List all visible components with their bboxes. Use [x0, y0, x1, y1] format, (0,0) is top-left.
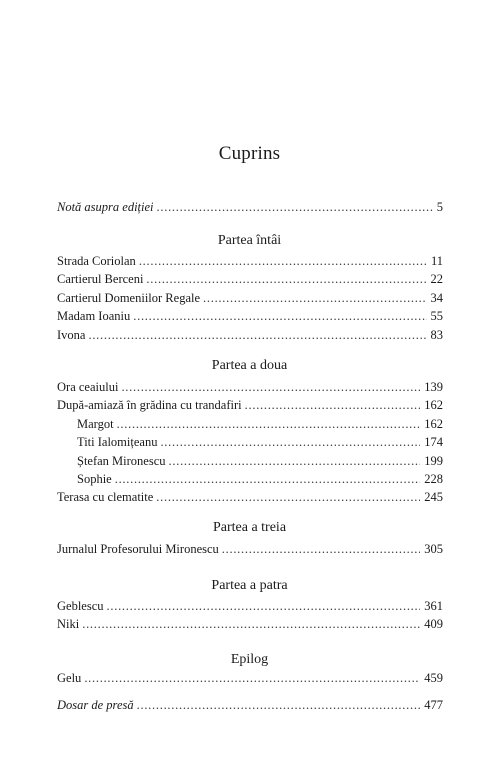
- toc-entry-page-number: 228: [424, 472, 443, 486]
- toc-entry-title: Cartierul Berceni: [57, 272, 144, 286]
- toc-entry-title: Ora ceaiului: [57, 380, 119, 394]
- toc-entry-title: Ștefan Mironescu: [77, 454, 166, 468]
- toc-entry: [57, 198, 443, 216]
- toc-entry: [57, 252, 443, 270]
- toc-entry: [57, 669, 443, 687]
- toc-entry-title: Jurnalul Profesorului Mironescu: [57, 542, 219, 556]
- toc-entry-page-number: 34: [430, 291, 443, 305]
- toc-entry-page-number: 139: [424, 380, 443, 394]
- toc-entry: [57, 597, 443, 615]
- dot-leader: [203, 289, 426, 307]
- toc-entry-page-number: 11: [430, 254, 443, 268]
- toc-entry-title: Notă asupra ediției: [57, 200, 154, 214]
- toc-entry: [77, 470, 443, 488]
- dot-leader: [146, 270, 426, 288]
- toc-entry: [57, 289, 443, 307]
- toc-entry-title: Ivona: [57, 328, 86, 342]
- toc-entry-title: Strada Coriolan: [57, 254, 136, 268]
- toc-entry-title: Niki: [57, 617, 80, 631]
- toc-entry: [57, 270, 443, 288]
- dot-leader: [88, 326, 426, 344]
- toc-entry-page-number: 245: [424, 490, 443, 504]
- toc-entry-title: Titi Ialomițeanu: [77, 435, 158, 449]
- toc-entry-page-number: 83: [430, 328, 443, 342]
- toc-entry-title: După-amiază în grădina cu trandafiri: [57, 398, 242, 412]
- dot-leader: [133, 307, 426, 325]
- toc-entry-page-number: 477: [424, 698, 443, 712]
- part-heading: Partea întâi: [217, 233, 282, 248]
- toc-entry: [57, 615, 443, 633]
- toc-entry: [57, 378, 443, 396]
- dot-leader: [117, 415, 421, 433]
- toc-entry-title: Geblescu: [57, 599, 104, 613]
- toc-entry-title: Sophie: [77, 472, 112, 486]
- toc-entry: [57, 396, 443, 414]
- toc-entry-title: Madam Ioaniu: [57, 309, 131, 323]
- dot-leader: [137, 696, 421, 714]
- toc-entry-page-number: 162: [424, 417, 443, 431]
- part-heading: Partea a doua: [211, 358, 288, 373]
- toc-entry: [57, 488, 443, 506]
- toc-entry-page-number: 305: [424, 542, 443, 556]
- toc-entry-title: Dosar de presă: [57, 698, 134, 712]
- toc-entry-page-number: 5: [436, 200, 443, 214]
- dot-leader: [139, 252, 427, 270]
- toc-entry: [57, 696, 443, 714]
- toc-entry: [57, 307, 443, 325]
- dot-leader: [157, 198, 433, 216]
- toc-entry-title: Gelu: [57, 671, 82, 685]
- toc-entry: [57, 540, 443, 558]
- page-title: Cuprins: [218, 143, 281, 164]
- dot-leader: [82, 615, 420, 633]
- dot-leader: [169, 452, 421, 470]
- toc-entry-page-number: 199: [424, 454, 443, 468]
- dot-leader: [245, 396, 421, 414]
- toc-entry-title: Cartierul Domeniilor Regale: [57, 291, 201, 305]
- toc-entry: [57, 326, 443, 344]
- toc-entry-page-number: 162: [424, 398, 443, 412]
- toc-entry: [77, 433, 443, 451]
- toc-entry-page-number: 459: [424, 671, 443, 685]
- dot-leader: [121, 378, 420, 396]
- dot-leader: [222, 540, 420, 558]
- part-heading: Epilog: [230, 652, 269, 667]
- toc-entry-title: Margot: [77, 417, 114, 431]
- toc-entry-page-number: 174: [424, 435, 443, 449]
- dot-leader: [115, 470, 421, 488]
- dot-leader: [107, 597, 421, 615]
- dot-leader: [84, 669, 420, 687]
- toc-entry-page-number: 55: [430, 309, 443, 323]
- toc-entry-page-number: 361: [424, 599, 443, 613]
- dot-leader: [156, 488, 420, 506]
- toc-entry: [77, 415, 443, 433]
- part-heading: Partea a treia: [212, 520, 287, 535]
- toc-entry: [77, 452, 443, 470]
- dot-leader: [160, 433, 420, 451]
- toc-entry-page-number: 22: [430, 272, 443, 286]
- part-heading: Partea a patra: [211, 578, 288, 593]
- toc-entry-title: Terasa cu clematite: [57, 490, 154, 504]
- toc-entry-page-number: 409: [424, 617, 443, 631]
